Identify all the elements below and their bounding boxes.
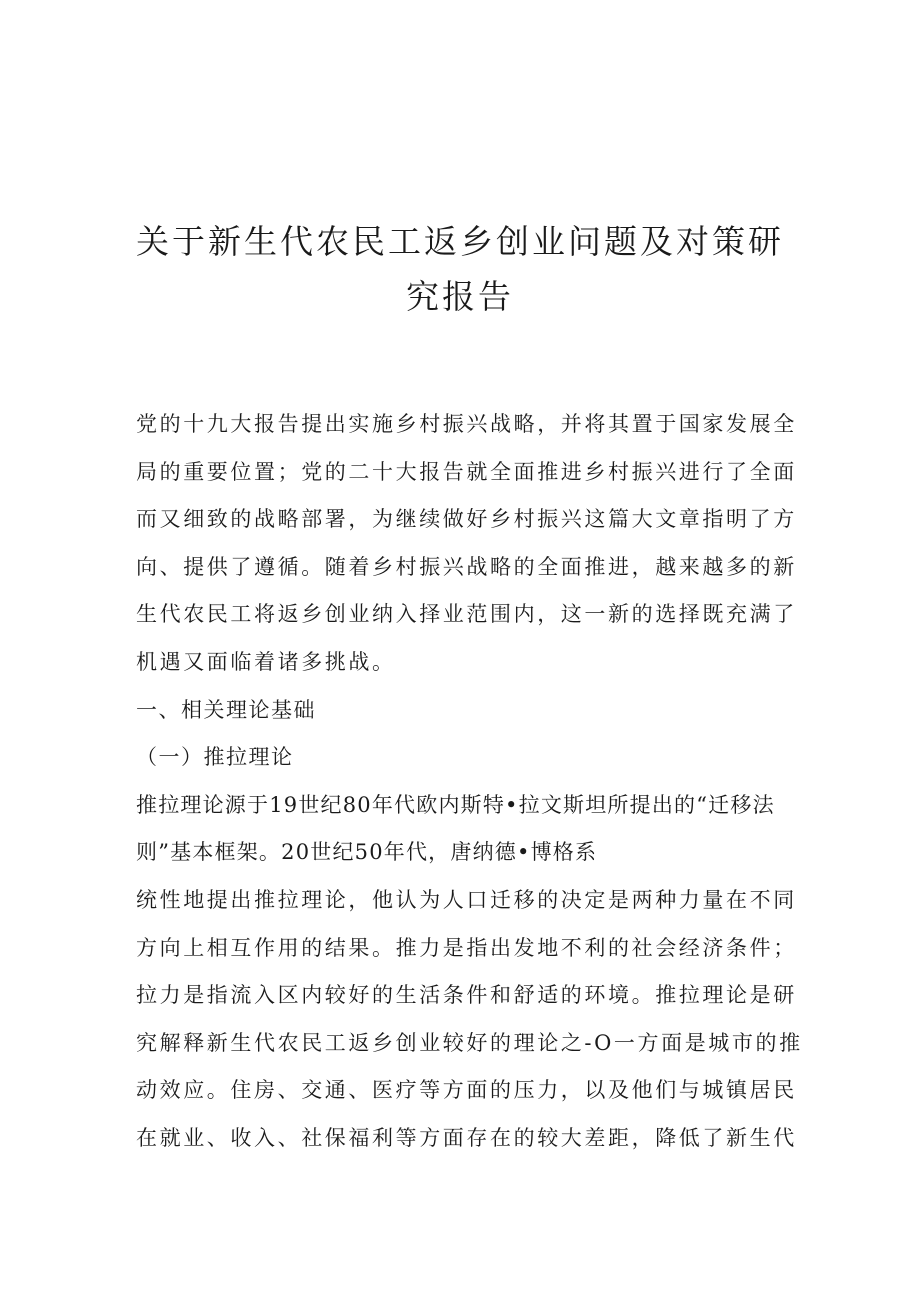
paragraph-line: 局的重要位置；党的二十大报告就全面推进乡村振兴进行了全面 <box>136 459 797 484</box>
paragraph-line: 则”基本框架。20世纪50年代，唐纳德•博格系 <box>136 840 598 865</box>
paragraph-line: 而又细致的战略部署，为继续做好乡村振兴这篇大文章指明了方 <box>136 507 797 532</box>
paragraph-line: 党的十九大报告提出实施乡村振兴战略，并将其置于国家发展全 <box>136 412 797 436</box>
paragraph-line: 方向上相互作用的结果。推力是指出发地不利的社会经济条件； <box>136 935 797 960</box>
paragraph-line: 究解释新生代农民工返乡创业较好的理论之-O一方面是城市的推 <box>136 1030 803 1055</box>
paragraph-line: 拉力是指流入区内较好的生活条件和舒适的环境。推拉理论是研 <box>136 983 797 1008</box>
subsection-heading: （一）推拉理论 <box>136 745 294 770</box>
paragraph-line: 统性地提出推拉理论，他认为人口迁移的决定是两种力量在不同 <box>136 887 797 912</box>
document-title <box>120 214 800 324</box>
title-line-2: 究报告 <box>406 277 514 316</box>
title-line-1: 关于新生代农民工返乡创业问题及对策研 <box>136 222 784 261</box>
paragraph-line: 在就业、收入、社保福利等方面存在的较大差距，降低了新生代 <box>136 1125 797 1150</box>
document-body <box>136 401 803 1163</box>
paragraph-line: 推拉理论源于19世纪80年代欧内斯特•拉文斯坦所提出的“迁移法 <box>136 792 775 817</box>
paragraph-line: 生代农民工将返乡创业纳入择业范围内，这一新的选择既充满了 <box>136 602 797 627</box>
paragraph-line: 动效应。住房、交通、医疗等方面的压力，以及他们与城镇居民 <box>136 1078 797 1103</box>
paragraph-line: 机遇又面临着诸多挑战。 <box>136 649 396 674</box>
section-heading: 一、相关理论基础 <box>136 697 316 722</box>
paragraph-line: 向、提供了遵循。随着乡村振兴战略的全面推进，越来越多的新 <box>136 554 797 579</box>
